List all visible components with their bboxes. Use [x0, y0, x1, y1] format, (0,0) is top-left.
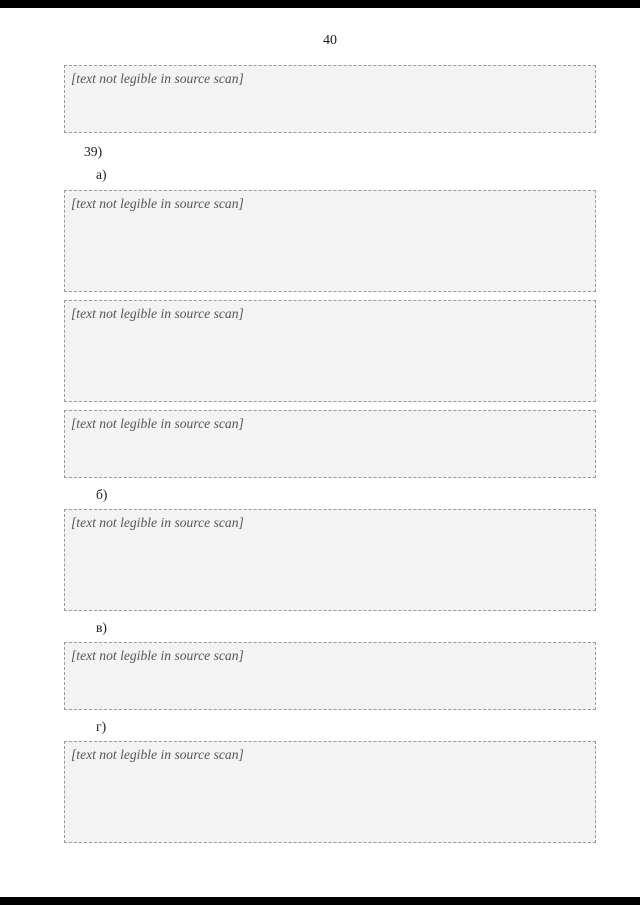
sub-item-label: г)	[96, 719, 107, 735]
paragraph-placeholder: [text not legible in source scan]	[64, 642, 596, 710]
paragraph-placeholder: [text not legible in source scan]	[64, 509, 596, 611]
paragraph-placeholder: [text not legible in source scan]	[64, 300, 596, 402]
scan-edge-top	[0, 0, 640, 8]
paragraph-placeholder: [text not legible in source scan]	[64, 190, 596, 292]
paragraph-placeholder: [text not legible in source scan]	[64, 410, 596, 478]
scan-edge-bottom	[0, 897, 640, 905]
sub-item-label: в)	[96, 619, 107, 635]
sub-item-label: а)	[96, 167, 107, 183]
item-label: 39)	[84, 144, 103, 160]
page-number: 40	[323, 33, 337, 48]
sub-item-label: б)	[96, 486, 108, 502]
paragraph-placeholder: [text not legible in source scan]	[64, 65, 596, 133]
document-page	[64, 32, 596, 851]
paragraph-placeholder: [text not legible in source scan]	[64, 741, 596, 843]
